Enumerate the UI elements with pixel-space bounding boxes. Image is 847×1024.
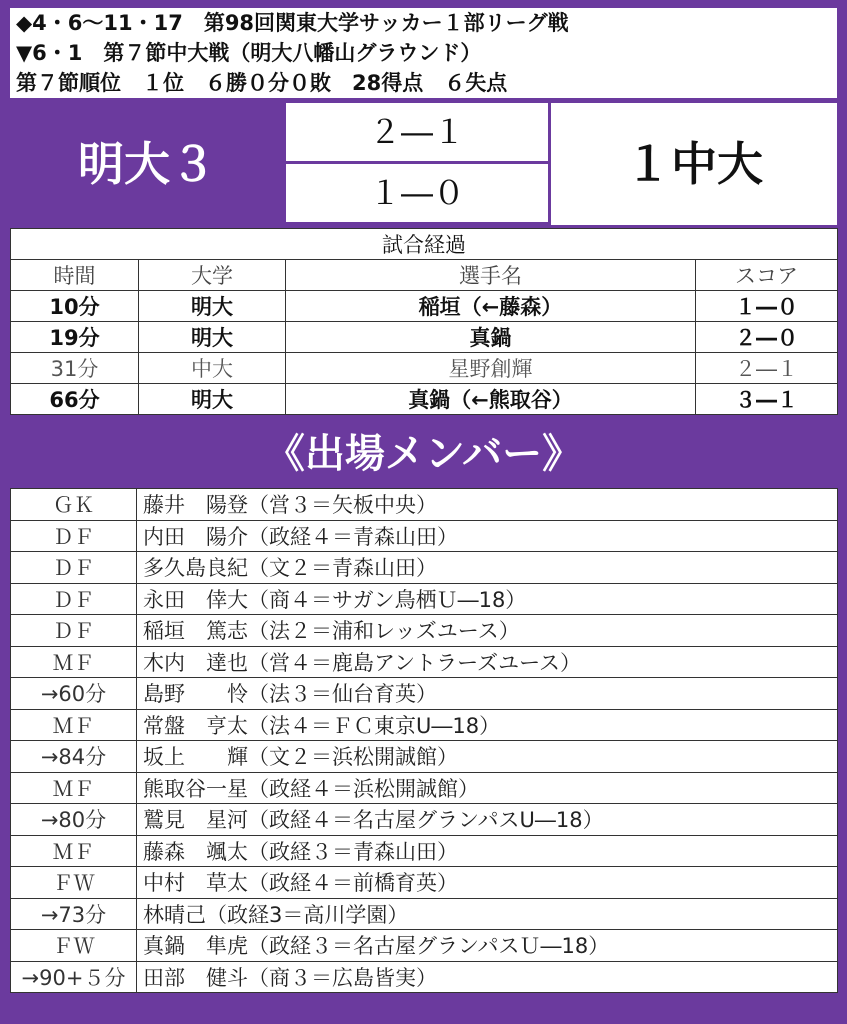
member-row — [11, 709, 838, 741]
event-row — [11, 384, 838, 415]
second-half-score: １―０ — [286, 164, 548, 222]
member-player: 内田 陽介（政経４＝青森山田） — [137, 520, 838, 552]
events-title-row — [11, 229, 838, 260]
member-row — [11, 741, 838, 773]
member-position: ＤＦ — [11, 520, 137, 552]
member-row — [11, 898, 838, 930]
event-player: 真鍋（←熊取谷） — [286, 384, 696, 415]
match-events-table — [10, 228, 838, 415]
member-player: 中村 草太（政経４＝前橋育英） — [137, 867, 838, 899]
event-time: 31分 — [11, 353, 139, 384]
member-position: ＤＦ — [11, 615, 137, 647]
member-player: 常盤 亨太（法４＝ＦＣ東京U―18） — [137, 709, 838, 741]
member-row — [11, 583, 838, 615]
home-team-score: 明大３ — [78, 137, 216, 191]
event-time: 66分 — [11, 384, 139, 415]
events-title: 試合経過 — [11, 229, 838, 260]
standing-line: 第７節順位 １位 ６勝０分０敗 28得点 ６失点 — [10, 68, 837, 98]
member-row — [11, 835, 838, 867]
member-player: 田部 健斗（商３＝広島皆実） — [137, 961, 838, 993]
event-team: 明大 — [139, 384, 286, 415]
col-header-time: 時間 — [11, 260, 139, 291]
member-player: 島野 怜（法３＝仙台育英） — [137, 678, 838, 710]
events-header-row — [11, 260, 838, 291]
member-player: 真鍋 隼虎（政経３＝名古屋グランパスＵ―18） — [137, 930, 838, 962]
member-position: →60分 — [11, 678, 137, 710]
col-header-team: 大学 — [139, 260, 286, 291]
member-player: 坂上 輝（文２＝浜松開誠館） — [137, 741, 838, 773]
member-position: ＤＦ — [11, 552, 137, 584]
event-score: ３―１ — [696, 384, 838, 415]
member-player: 藤井 陽登（営３＝矢板中央） — [137, 489, 838, 521]
event-time: 10分 — [11, 291, 139, 322]
member-player: 多久島良紀（文２＝青森山田） — [137, 552, 838, 584]
member-row — [11, 772, 838, 804]
event-player: 稲垣（←藤森） — [286, 291, 696, 322]
event-player: 星野創輝 — [286, 353, 696, 384]
col-header-player: 選手名 — [286, 260, 696, 291]
event-team: 明大 — [139, 322, 286, 353]
member-position: →84分 — [11, 741, 137, 773]
member-position: ＭＦ — [11, 646, 137, 678]
event-row — [11, 291, 838, 322]
member-position: ＧＫ — [11, 489, 137, 521]
event-team: 中大 — [139, 353, 286, 384]
member-row — [11, 520, 838, 552]
event-score: ２―１ — [696, 353, 838, 384]
member-player: 木内 達也（営４＝鹿島アントラーズユース） — [137, 646, 838, 678]
member-player: 稲垣 篤志（法２＝浦和レッズユース） — [137, 615, 838, 647]
member-position: ＭＦ — [11, 709, 137, 741]
event-row — [11, 353, 838, 384]
event-row — [11, 322, 838, 353]
member-row — [11, 489, 838, 521]
member-position: →90+５分 — [11, 961, 137, 993]
member-player: 林晴己（政経3＝高川学園） — [137, 898, 838, 930]
col-header-score: スコア — [696, 260, 838, 291]
member-player: 熊取谷一星（政経４＝浜松開誠館） — [137, 772, 838, 804]
members-table — [10, 488, 838, 993]
event-score: １―０ — [696, 291, 838, 322]
member-position: ＭＦ — [11, 835, 137, 867]
member-player: 鷲見 星河（政経４＝名古屋グランパスU―18） — [137, 804, 838, 836]
member-position: ＦＷ — [11, 867, 137, 899]
match-line: ▼6・1 第７節中大戦（明大八幡山グラウンド） — [10, 38, 837, 68]
member-row — [11, 646, 838, 678]
member-row — [11, 615, 838, 647]
member-position: ＤＦ — [11, 583, 137, 615]
first-half-score: ２―１ — [286, 103, 548, 161]
member-position: ＭＦ — [11, 772, 137, 804]
event-team: 明大 — [139, 291, 286, 322]
member-position: ＦＷ — [11, 930, 137, 962]
member-row — [11, 930, 838, 962]
member-player: 藤森 颯太（政経３＝青森山田） — [137, 835, 838, 867]
event-player: 真鍋 — [286, 322, 696, 353]
member-position: →73分 — [11, 898, 137, 930]
away-team-score: １中大 — [551, 103, 837, 225]
member-row — [11, 552, 838, 584]
season-line: ◆4・6〜11・17 第98回関東大学サッカー１部リーグ戦 — [10, 8, 837, 38]
member-row — [11, 804, 838, 836]
event-time: 19分 — [11, 322, 139, 353]
member-row — [11, 867, 838, 899]
member-row — [11, 678, 838, 710]
event-score: ２―０ — [696, 322, 838, 353]
member-row — [11, 961, 838, 993]
member-player: 永田 倖大（商４＝サガン鳥栖Ｕ―18） — [137, 583, 838, 615]
member-position: →80分 — [11, 804, 137, 836]
members-title: 《出場メンバー》 — [264, 431, 583, 477]
